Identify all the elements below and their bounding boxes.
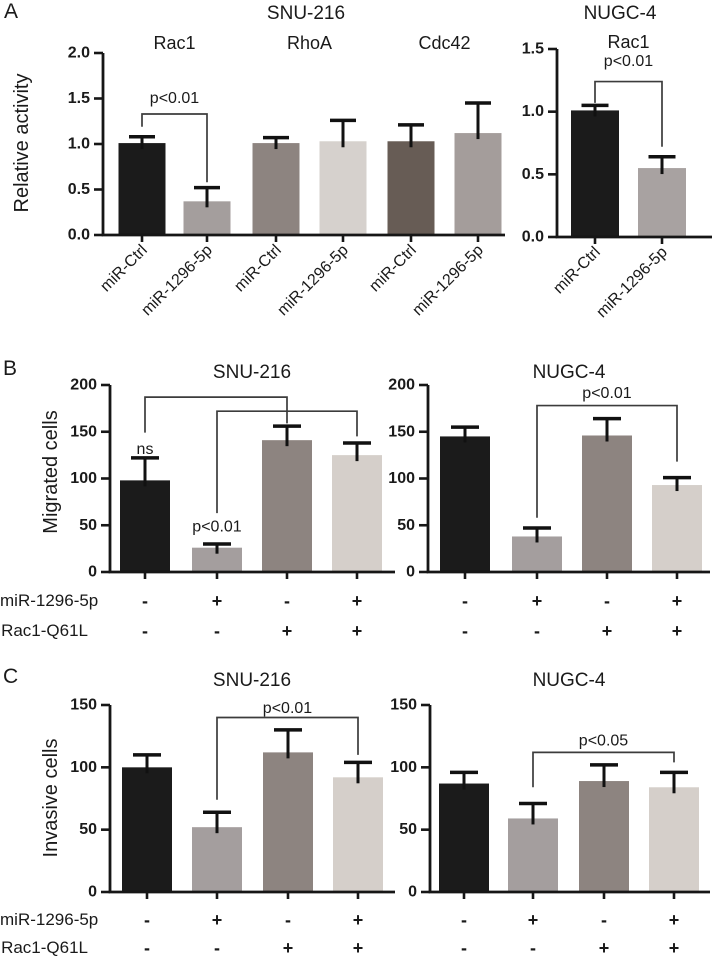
panel-b-label: B: [3, 357, 18, 380]
svg-text:p<0.01: p<0.01: [262, 700, 313, 718]
svg-text:Invasive cells: Invasive cells: [40, 738, 62, 858]
svg-text:miR-Ctrl: miR-Ctrl: [366, 241, 420, 296]
svg-text:miR-1296-5p: miR-1296-5p: [593, 243, 671, 322]
svg-text:-: -: [461, 910, 467, 930]
panel-c-label: C: [3, 665, 19, 688]
svg-text:RhoA: RhoA: [286, 33, 333, 53]
svg-text:+: +: [601, 621, 613, 641]
svg-text:p<0.05: p<0.05: [578, 732, 629, 750]
svg-text:miR-Ctrl: miR-Ctrl: [231, 241, 285, 296]
svg-text:+: +: [351, 591, 363, 611]
svg-text:50: 50: [399, 821, 417, 839]
svg-text:miR-Ctrl: miR-Ctrl: [550, 243, 604, 298]
svg-text:200: 200: [70, 376, 97, 394]
svg-text:+: +: [671, 621, 683, 641]
svg-text:+: +: [527, 910, 539, 930]
svg-text:-: -: [462, 591, 468, 611]
svg-text:100: 100: [70, 758, 97, 776]
svg-text:0.5: 0.5: [521, 165, 544, 183]
svg-text:100: 100: [390, 758, 417, 776]
svg-text:50: 50: [79, 516, 97, 534]
svg-text:-: -: [142, 591, 148, 611]
svg-text:-: -: [461, 938, 467, 958]
svg-text:p<0.01: p<0.01: [149, 90, 200, 107]
svg-text:+: +: [281, 621, 293, 641]
svg-text:-: -: [534, 621, 540, 641]
svg-text:-: -: [144, 910, 150, 930]
svg-text:SNU-216: SNU-216: [212, 670, 292, 691]
svg-text:miR-1296-5p: miR-1296-5p: [409, 241, 487, 320]
svg-text:+: +: [351, 621, 363, 641]
row-label-mir-1296-5p-b: miR-1296-5p: [0, 591, 99, 610]
svg-text:NUGC-4: NUGC-4: [583, 3, 657, 24]
svg-text:50: 50: [79, 821, 97, 839]
svg-text:+: +: [282, 938, 294, 958]
svg-text:-: -: [530, 938, 536, 958]
svg-text:1.5: 1.5: [67, 90, 90, 107]
svg-text:100: 100: [70, 470, 97, 487]
svg-text:SNU-216: SNU-216: [212, 362, 292, 383]
svg-text:SNU-216: SNU-216: [266, 3, 346, 24]
svg-text:-: -: [285, 910, 291, 930]
chart-a-left: [11, 3, 505, 319]
svg-text:+: +: [352, 938, 364, 958]
svg-text:-: -: [214, 938, 220, 958]
svg-text:100: 100: [388, 470, 415, 487]
svg-text:miR-1296-5p: miR-1296-5p: [274, 241, 352, 320]
row-label-rac1-q61l-c: Rac1-Q61L: [1, 938, 88, 957]
svg-text:-: -: [214, 621, 220, 641]
svg-text:0: 0: [408, 883, 417, 901]
svg-text:miR-Ctrl: miR-Ctrl: [97, 241, 151, 296]
row-label-rac1-q61l-b: Rac1-Q61L: [1, 621, 88, 640]
svg-text:+: +: [671, 591, 683, 611]
svg-text:p<0.01: p<0.01: [582, 384, 632, 402]
svg-text:2.0: 2.0: [67, 44, 90, 62]
svg-text:Cdc42: Cdc42: [418, 33, 471, 53]
svg-text:150: 150: [70, 696, 97, 714]
svg-text:200: 200: [388, 376, 415, 394]
svg-text:Migrated cells: Migrated cells: [40, 410, 62, 534]
svg-text:1.0: 1.0: [67, 135, 90, 153]
svg-text:-: -: [601, 910, 607, 930]
svg-text:0: 0: [88, 563, 97, 581]
svg-text:+: +: [668, 910, 680, 930]
svg-text:Rac1: Rac1: [153, 33, 196, 53]
svg-text:Relative activity: Relative activity: [11, 73, 33, 213]
svg-text:+: +: [598, 938, 610, 958]
svg-text:+: +: [531, 591, 543, 611]
svg-text:0.5: 0.5: [67, 181, 90, 198]
svg-text:1.5: 1.5: [521, 40, 544, 58]
svg-text:0: 0: [406, 563, 415, 581]
svg-text:NUGC-4: NUGC-4: [532, 362, 606, 383]
svg-text:50: 50: [397, 516, 415, 534]
svg-text:+: +: [211, 910, 223, 930]
svg-text:1.0: 1.0: [521, 103, 544, 121]
svg-text:0.0: 0.0: [521, 228, 544, 246]
svg-text:Rac1: Rac1: [607, 32, 650, 52]
svg-text:+: +: [211, 591, 223, 611]
svg-text:-: -: [604, 591, 610, 611]
row-label-mir-1296-5p-c: miR-1296-5p: [0, 910, 99, 929]
svg-text:0.0: 0.0: [67, 226, 90, 244]
chart-b-right: [388, 362, 710, 641]
svg-text:150: 150: [70, 423, 97, 441]
chart-c-right: [390, 670, 710, 958]
svg-text:0: 0: [88, 883, 97, 901]
svg-text:miR-1296-5p: miR-1296-5p: [138, 241, 216, 320]
svg-text:+: +: [668, 938, 680, 958]
svg-text:-: -: [142, 621, 148, 641]
svg-text:NUGC-4: NUGC-4: [532, 670, 606, 691]
svg-text:ns: ns: [136, 441, 154, 459]
svg-text:-: -: [144, 938, 150, 958]
svg-text:p<0.01: p<0.01: [603, 53, 654, 71]
chart-a-right: [522, 3, 712, 321]
svg-text:-: -: [462, 621, 468, 641]
panel-a-label: A: [4, 0, 19, 23]
svg-text:+: +: [352, 910, 364, 930]
svg-text:-: -: [284, 591, 290, 611]
svg-text:150: 150: [388, 423, 415, 441]
svg-text:p<0.01: p<0.01: [192, 518, 242, 536]
svg-text:150: 150: [390, 696, 417, 714]
